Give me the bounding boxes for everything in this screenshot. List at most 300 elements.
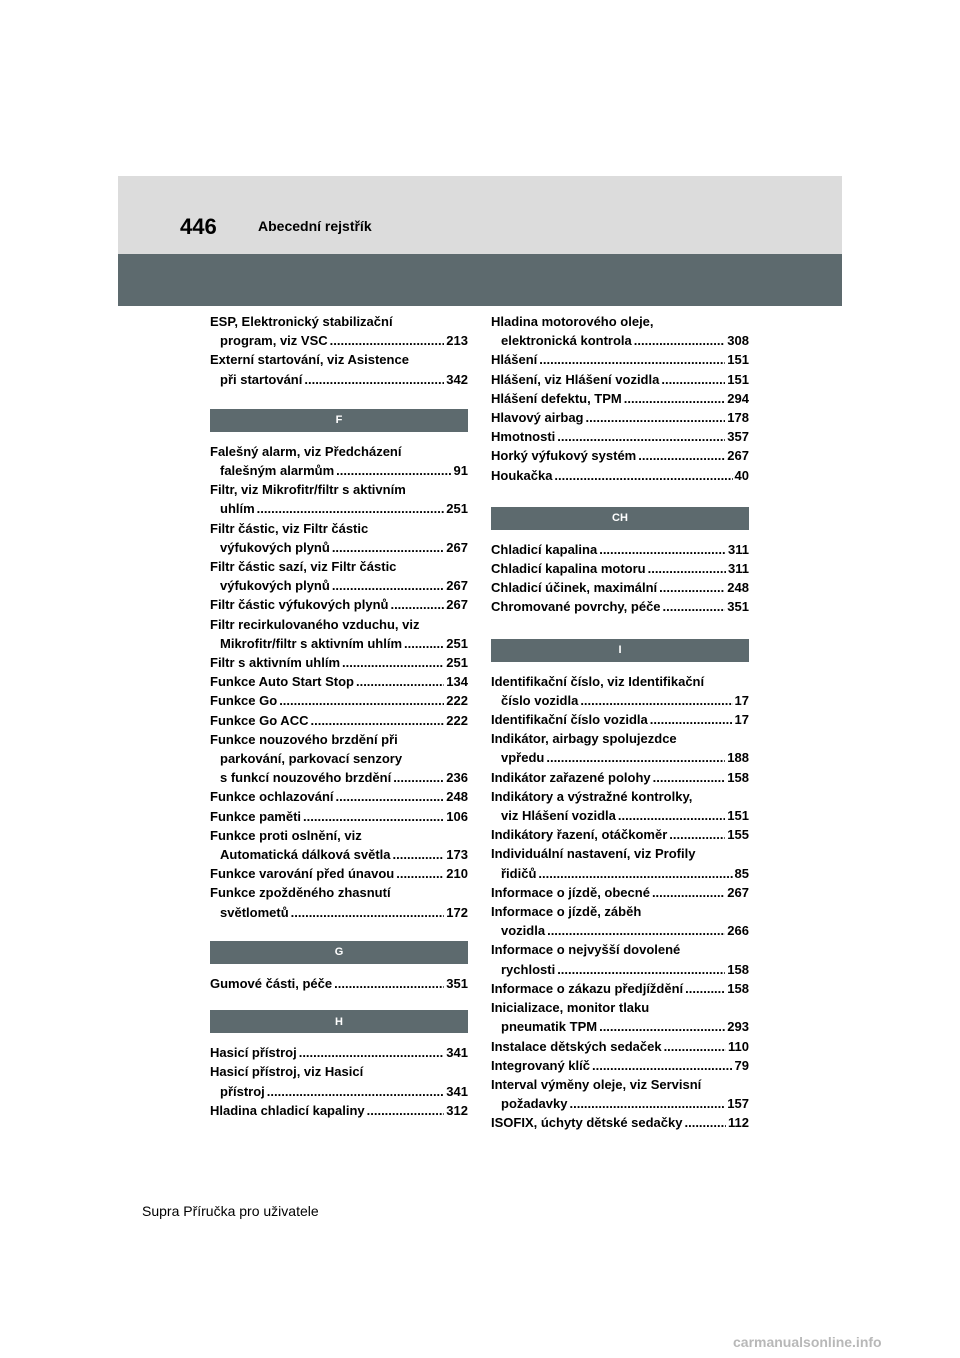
index-entry: [491, 466, 749, 485]
index-entry: [491, 672, 749, 710]
index-entry-text: požadavky: [501, 1096, 568, 1112]
dot-leader: [334, 974, 444, 993]
dot-leader: [304, 370, 444, 389]
index-entry-text: Gumové části, péče: [210, 975, 333, 991]
index-entry-text: Houkačka: [491, 467, 553, 483]
dot-leader: [393, 768, 444, 787]
index-entry-page: 248: [446, 789, 468, 805]
page-number: 446: [180, 214, 217, 239]
index-entry-page: 294: [727, 390, 749, 406]
index-group-i: [491, 672, 749, 1133]
index-entry-text: Hladina motorového oleje,: [491, 314, 654, 329]
index-entry-line: [491, 331, 749, 350]
index-entry-line: [210, 519, 468, 538]
index-entry-page: 79: [734, 1057, 749, 1073]
index-entry-line: [210, 331, 468, 350]
index-entry-line: [491, 389, 749, 408]
index-entry: [210, 730, 468, 788]
index-entry-text: falešným alarmům: [220, 463, 335, 479]
index-entry-text: Funkce Go ACC: [210, 712, 309, 728]
index-entry-line: [491, 408, 749, 427]
index-entry-page: 17: [734, 692, 749, 708]
dot-leader: [685, 979, 725, 998]
dot-leader: [586, 408, 726, 427]
index-entry: [491, 578, 749, 597]
index-entry-line: [491, 466, 749, 485]
index-entry-page: 210: [446, 866, 468, 882]
index-entry-text: Indikátor zařazené polohy: [491, 769, 651, 785]
index-entry-line: [491, 370, 749, 389]
index-entry-page: 151: [727, 371, 749, 387]
dot-leader: [592, 1056, 733, 1075]
dot-leader: [624, 389, 726, 408]
index-entry-line: [491, 729, 749, 748]
index-entry-page: 106: [446, 808, 468, 824]
index-entry-line: [491, 446, 749, 465]
index-entry-line: [210, 557, 468, 576]
index-entry: [210, 615, 468, 653]
index-entry-text: Funkce zpožděného zhasnutí: [210, 885, 391, 901]
index-entry-text: s funkcí nouzového brzdění: [220, 770, 392, 786]
index-entry-line: [210, 1043, 468, 1062]
index-entry-page: 158: [727, 980, 749, 996]
index-entry-line: [210, 480, 468, 499]
index-entry: [491, 408, 749, 427]
index-entry-page: 251: [446, 655, 468, 671]
chapter-title: Abecední rejstřík: [258, 218, 372, 234]
index-entry-text: Filtr s aktivním uhlím: [210, 655, 341, 671]
index-entry: [491, 902, 749, 940]
index-entry-text: Filtr částic, viz Filtr částic: [210, 520, 369, 536]
index-entry-line: [491, 312, 749, 331]
index-entry: [491, 446, 749, 465]
dot-leader: [661, 370, 725, 389]
index-entry-text: ESP, Elektronický stabilizační: [210, 314, 393, 329]
index-entry-line: [210, 595, 468, 614]
index-entry-line: [491, 597, 749, 616]
index-entry-text: Hlášení: [491, 352, 538, 368]
index-entry-page: 267: [727, 884, 749, 900]
index-entry: [210, 807, 468, 826]
index-entry-page: 151: [727, 352, 749, 368]
index-entry-page: 266: [727, 923, 749, 939]
index-entry-page: 251: [446, 635, 468, 651]
index-entry-line: [491, 1037, 749, 1056]
index-entry-text: Hasicí přístroj: [210, 1045, 297, 1061]
index-entry-line: [210, 1062, 468, 1081]
index-entry-line: [491, 578, 749, 597]
index-entry-line: [491, 787, 749, 806]
letter-header-f: F: [210, 409, 468, 432]
index-entry: [210, 864, 468, 883]
index-entry-line: [491, 559, 749, 578]
index-entry: [491, 1113, 749, 1132]
index-entry-line: [491, 979, 749, 998]
index-entry-line: [491, 1113, 749, 1132]
index-entry-line: [210, 845, 468, 864]
dot-leader: [336, 461, 451, 480]
dot-leader: [653, 768, 726, 787]
index-entry-text: Chladicí kapalina motoru: [491, 561, 646, 577]
index-entry-text: Indikátory řazení, otáčkoměr: [491, 827, 668, 843]
index-entry-page: 267: [446, 578, 468, 594]
dot-leader: [332, 576, 444, 595]
index-entry-text: Informace o jízdě, obecné: [491, 884, 650, 900]
dot-leader: [342, 653, 444, 672]
index-entry-text: Mikrofitr/filtr s aktivním uhlím: [220, 635, 403, 651]
index-entry-page: 251: [446, 501, 468, 517]
index-entry-line: [491, 883, 749, 902]
dot-leader: [634, 331, 726, 350]
index-entry-line: [210, 1082, 468, 1101]
index-entry-line: [491, 864, 749, 883]
index-entry: [491, 427, 749, 446]
index-entry-line: [210, 807, 468, 826]
dot-leader: [569, 1094, 725, 1113]
index-entry-line: [210, 749, 468, 768]
index-entry: [491, 825, 749, 844]
index-entry: [491, 540, 749, 559]
index-entry-text: Hladina chladicí kapaliny: [210, 1102, 365, 1118]
index-entry-text: Filtr, viz Mikrofitr/filtr s aktivním: [210, 482, 406, 498]
index-entry-text: Chladicí kapalina: [491, 541, 598, 557]
index-entry-line: [491, 921, 749, 940]
dot-leader: [580, 691, 732, 710]
index-entry-line: [491, 1075, 749, 1094]
index-entry-text: Funkce paměti: [210, 808, 302, 824]
index-group-ch: [491, 540, 749, 617]
index-column-left: [210, 312, 468, 1120]
index-entry-line: [210, 768, 468, 787]
index-entry: [491, 844, 749, 882]
index-entry-line: [491, 825, 749, 844]
letter-header-h: H: [210, 1010, 468, 1033]
dot-leader: [618, 806, 725, 825]
index-entry-line: [491, 902, 749, 921]
index-entry-page: 213: [446, 333, 468, 349]
index-entry-text: Funkce Go: [210, 693, 278, 709]
index-entry-text: Indikátory a výstražné kontrolky,: [491, 788, 693, 804]
index-entry-text: Funkce Auto Start Stop: [210, 674, 354, 690]
index-entry: [491, 1075, 749, 1113]
index-entry: [491, 768, 749, 787]
dot-leader: [404, 634, 444, 653]
letter-header-i: I: [491, 639, 749, 662]
index-entry-line: [210, 864, 468, 883]
index-entry: [491, 1056, 749, 1075]
index-entry: [491, 940, 749, 978]
index-entry-page: 293: [727, 1019, 749, 1035]
index-entry-text: výfukových plynů: [220, 539, 330, 555]
dot-leader: [367, 1101, 445, 1120]
dot-leader: [336, 787, 445, 806]
index-entry-line: [491, 940, 749, 959]
index-entry-page: 85: [734, 865, 749, 881]
index-entry-page: 342: [446, 371, 468, 387]
index-entry: [491, 597, 749, 616]
dot-leader: [356, 672, 444, 691]
index-entry: [491, 710, 749, 729]
index-group-e: [210, 312, 468, 389]
index-entry-page: 158: [727, 769, 749, 785]
index-entry-text: Individuální nastavení, viz Profily: [491, 846, 696, 862]
index-entry-line: [491, 672, 749, 691]
index-entry-line: [210, 1101, 468, 1120]
index-entry-text: Hasicí přístroj, viz Hasicí: [210, 1064, 364, 1080]
index-entry-page: 110: [728, 1038, 749, 1054]
index-entry-page: 172: [446, 904, 468, 920]
index-entry-text: Falešný alarm, viz Předcházení: [210, 443, 402, 459]
index-entry-text: Indikátor, airbagy spolujezdce: [491, 731, 677, 747]
dot-leader: [267, 1082, 445, 1101]
dot-leader: [547, 921, 725, 940]
index-entry: [210, 691, 468, 710]
index-entry-text: vpředu: [501, 750, 545, 766]
index-entry-page: 157: [727, 1096, 749, 1112]
index-entry: [491, 883, 749, 902]
index-entry-line: [210, 711, 468, 730]
index-entry-page: 267: [446, 539, 468, 555]
index-entry: [491, 729, 749, 767]
dot-leader: [638, 446, 725, 465]
index-entry-text: Horký výfukový systém: [491, 448, 637, 464]
index-entry-text: elektronická kontrola: [501, 333, 632, 349]
index-entry-text: řidičů: [501, 865, 537, 881]
index-entry-text: Filtr částic sazí, viz Filtr částic: [210, 559, 397, 575]
index-entry-line: [210, 974, 468, 993]
index-entry-text: Identifikační číslo vozidla: [491, 712, 648, 728]
index-entry: [210, 519, 468, 557]
index-entry-text: Hlášení, viz Hlášení vozidla: [491, 371, 660, 387]
index-entry-page: 341: [446, 1083, 468, 1099]
header-dark-strip: [118, 254, 842, 306]
index-entry-line: [210, 903, 468, 922]
index-entry-line: [210, 787, 468, 806]
index-entry-text: Informace o nejvyšší dovolené: [491, 942, 681, 958]
index-entry-page: 311: [728, 561, 749, 577]
index-entry-line: [210, 691, 468, 710]
index-entry-line: [210, 615, 468, 634]
dot-leader: [390, 595, 444, 614]
index-entry-text: Identifikační číslo, viz Identifikační: [491, 673, 705, 689]
index-entry-text: Inicializace, monitor tlaku: [491, 1000, 650, 1016]
index-column-right: [491, 312, 749, 1133]
index-entry-text: Funkce proti oslnění, viz: [210, 827, 362, 843]
index-entry-line: [491, 1017, 749, 1036]
index-entry-page: 40: [734, 467, 749, 483]
index-entry-page: 351: [727, 599, 749, 615]
index-entry-page: 236: [446, 770, 468, 786]
index-entry: [210, 711, 468, 730]
index-entry: [210, 350, 468, 388]
dot-leader: [648, 559, 726, 578]
index-group-g: [210, 974, 468, 993]
dot-leader: [557, 427, 725, 446]
index-entry-text: rychlosti: [501, 961, 556, 977]
index-entry-text: výfukových plynů: [220, 578, 330, 594]
dot-leader: [303, 807, 444, 826]
index-entry-line: [210, 312, 468, 331]
index-entry-text: Hmotnosti: [491, 429, 556, 445]
dot-leader: [291, 903, 445, 922]
index-entry: [491, 1037, 749, 1056]
index-entry-line: [210, 350, 468, 369]
index-entry-text: Informace o zákazu předjíždění: [491, 980, 684, 996]
index-entry-text: ISOFIX, úchyty dětské sedačky: [491, 1115, 683, 1131]
index-entry: [491, 370, 749, 389]
index-entry-text: světlometů: [220, 904, 289, 920]
index-entry-page: 134: [446, 674, 468, 690]
index-entry-page: 158: [727, 961, 749, 977]
index-entry-text: parkování, parkovací senzory: [220, 751, 403, 767]
index-entry-page: 91: [453, 463, 468, 479]
index-group-h-continued: [491, 312, 749, 485]
index-entry-text: Filtr částic výfukových plynů: [210, 597, 389, 613]
index-entry: [210, 883, 468, 921]
dot-leader: [396, 864, 444, 883]
dot-leader: [299, 1043, 445, 1062]
index-entry: [210, 653, 468, 672]
index-entry-text: Filtr recirkulovaného vzduchu, viz: [210, 616, 420, 632]
index-entry-text: Funkce nouzového brzdění při: [210, 731, 398, 747]
index-entry: [210, 826, 468, 864]
index-entry-line: [491, 998, 749, 1017]
index-entry: [210, 1043, 468, 1062]
index-entry-text: Automatická dálková světla: [220, 847, 391, 863]
dot-leader: [332, 538, 444, 557]
index-entry-line: [491, 710, 749, 729]
dot-leader: [663, 597, 726, 616]
index-entry-line: [491, 1094, 749, 1113]
index-entry-text: vozidla: [501, 923, 546, 939]
index-entry-line: [210, 499, 468, 518]
index-entry-line: [210, 883, 468, 902]
dot-leader: [557, 960, 725, 979]
index-entry-text: číslo vozidla: [501, 692, 579, 708]
index-entry-line: [210, 461, 468, 480]
dot-leader: [669, 825, 725, 844]
index-entry-line: [491, 350, 749, 369]
index-entry: [210, 312, 468, 350]
index-entry-text: při startování: [220, 371, 303, 387]
footer-text: Supra Příručka pro uživatele: [142, 1203, 319, 1219]
index-entry-page: 312: [446, 1102, 468, 1118]
dot-leader: [330, 331, 445, 350]
index-entry-page: 308: [727, 333, 749, 349]
index-entry: [491, 389, 749, 408]
index-entry: [210, 974, 468, 993]
index-entry-page: 178: [727, 410, 749, 426]
index-entry-line: [210, 634, 468, 653]
dot-leader: [279, 691, 444, 710]
index-entry-page: 248: [727, 580, 749, 596]
dot-leader: [664, 1037, 726, 1056]
dot-leader: [257, 499, 445, 518]
index-entry-line: [210, 370, 468, 389]
dot-leader: [310, 711, 444, 730]
index-entry-page: 357: [727, 429, 749, 445]
index-entry: [210, 557, 468, 595]
index-entry-page: 112: [728, 1115, 749, 1131]
index-entry-line: [210, 576, 468, 595]
index-entry-line: [210, 538, 468, 557]
index-entry-page: 267: [446, 597, 468, 613]
index-entry-line: [491, 427, 749, 446]
index-entry-text: Informace o jízdě, záběh: [491, 904, 642, 920]
index-entry-page: 17: [734, 712, 749, 728]
index-entry: [491, 998, 749, 1036]
index-entry-text: viz Hlášení vozidla: [501, 808, 616, 824]
index-entry: [210, 1101, 468, 1120]
letter-header-g: G: [210, 941, 468, 964]
index-entry-line: [491, 844, 749, 863]
index-entry-text: Hlášení defektu, TPM: [491, 390, 622, 406]
index-entry-text: Hlavový airbag: [491, 410, 584, 426]
dot-leader: [652, 883, 725, 902]
index-entry-page: 151: [727, 808, 749, 824]
index-entry-line: [210, 653, 468, 672]
index-entry-line: [491, 806, 749, 825]
index-entry: [210, 480, 468, 518]
index-entry: [491, 979, 749, 998]
dot-leader: [659, 578, 725, 597]
index-entry-text: Funkce varování před únavou: [210, 866, 395, 882]
index-entry: [491, 787, 749, 825]
index-entry-text: přístroj: [220, 1083, 265, 1099]
index-entry-line: [491, 768, 749, 787]
letter-header-ch: CH: [491, 507, 749, 530]
dot-leader: [393, 845, 445, 864]
index-entry-page: 351: [446, 975, 468, 991]
index-entry-line: [491, 691, 749, 710]
index-entry: [491, 559, 749, 578]
index-group-f: [210, 442, 468, 922]
index-entry-page: 267: [727, 448, 749, 464]
dot-leader: [546, 748, 725, 767]
index-entry-page: 341: [446, 1045, 468, 1061]
index-entry-line: [210, 442, 468, 461]
index-entry-text: program, viz VSC: [220, 333, 328, 349]
watermark: carmanualsonline.info: [733, 1334, 882, 1350]
index-entry: [210, 442, 468, 480]
index-entry-text: Chladicí účinek, maximální: [491, 580, 658, 596]
index-entry-page: 222: [446, 712, 468, 728]
index-entry: [210, 595, 468, 614]
dot-leader: [538, 864, 732, 883]
index-entry-text: pneumatik TPM: [501, 1019, 598, 1035]
index-entry-text: Externí startování, viz Asistence: [210, 352, 409, 368]
index-group-h: [210, 1043, 468, 1120]
dot-leader: [684, 1113, 726, 1132]
index-entry-text: Integrovaný klíč: [491, 1057, 590, 1073]
index-entry-line: [210, 730, 468, 749]
index-entry-line: [491, 960, 749, 979]
dot-leader: [599, 1017, 725, 1036]
dot-leader: [539, 350, 725, 369]
index-entry-page: 155: [727, 827, 749, 843]
index-entry-page: 173: [446, 847, 468, 863]
index-entry: [491, 350, 749, 369]
index-entry: [491, 312, 749, 350]
index-entry-page: 311: [728, 541, 749, 557]
index-entry-line: [210, 672, 468, 691]
index-entry-text: Chromované povrchy, péče: [491, 599, 661, 615]
index-entry: [210, 672, 468, 691]
index-entry-text: uhlím: [220, 501, 255, 517]
index-entry-line: [210, 826, 468, 845]
index-entry-line: [491, 540, 749, 559]
index-entry-text: Funkce ochlazování: [210, 789, 334, 805]
